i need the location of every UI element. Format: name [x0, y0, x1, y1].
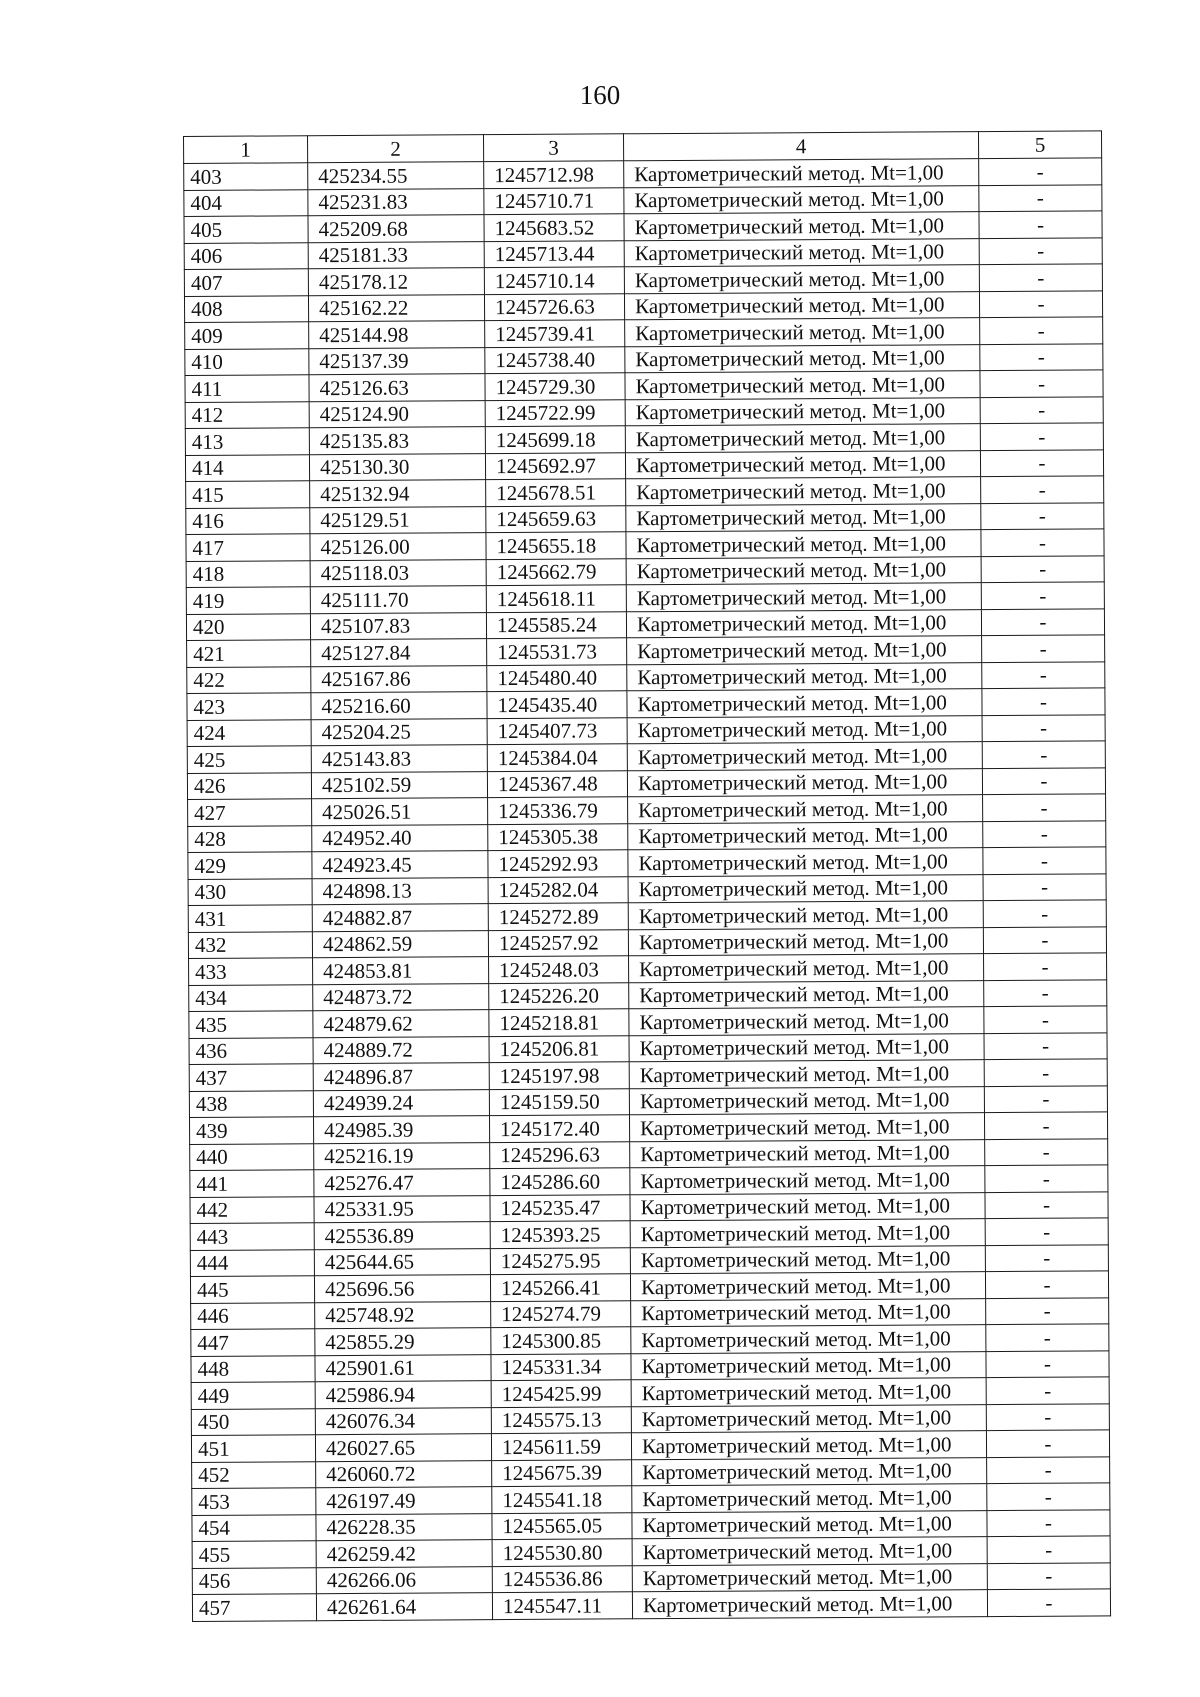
y-coordinate-cell: 1245699.18	[485, 426, 625, 453]
method-cell: Картометрический метод. Mt=1,00	[628, 927, 983, 956]
y-coordinate-cell: 1245655.18	[486, 532, 626, 559]
y-coordinate-cell: 1245266.41	[490, 1274, 630, 1301]
point-number-cell: 408	[184, 295, 308, 322]
point-number-cell: 445	[190, 1276, 314, 1303]
note-cell: -	[983, 847, 1106, 874]
note-cell: -	[979, 290, 1102, 317]
point-number-cell: 441	[190, 1170, 314, 1197]
point-number-cell: 428	[188, 825, 312, 852]
y-coordinate-cell: 1245425.99	[491, 1380, 631, 1407]
x-coordinate-cell: 425124.90	[309, 400, 485, 428]
point-number-cell: 424	[187, 719, 311, 746]
method-cell: Картометрический метод. Mt=1,00	[630, 1166, 985, 1195]
note-cell: -	[981, 608, 1104, 635]
x-coordinate-cell: 426076.34	[315, 1407, 491, 1435]
y-coordinate-cell: 1245274.79	[491, 1300, 631, 1327]
note-cell: -	[986, 1324, 1109, 1351]
x-coordinate-cell: 426228.35	[316, 1513, 492, 1541]
point-number-cell: 419	[186, 587, 310, 614]
note-cell: -	[982, 767, 1105, 794]
method-cell: Картометрический метод. Mt=1,00	[632, 1510, 987, 1539]
point-number-cell: 432	[188, 931, 312, 958]
y-coordinate-cell: 1245585.24	[486, 611, 626, 638]
point-number-cell: 449	[191, 1382, 315, 1409]
point-number-cell: 407	[184, 269, 308, 296]
x-coordinate-cell: 425696.56	[314, 1275, 490, 1303]
point-number-cell: 457	[192, 1594, 316, 1621]
y-coordinate-cell: 1245235.47	[490, 1194, 630, 1221]
method-cell: Картометрический метод. Mt=1,00	[624, 212, 979, 241]
x-coordinate-cell: 424882.87	[312, 904, 488, 932]
point-number-cell: 404	[184, 189, 308, 216]
note-cell: -	[980, 343, 1103, 370]
point-number-cell: 448	[191, 1355, 315, 1382]
point-number-cell: 450	[191, 1408, 315, 1435]
method-cell: Картометрический метод. Mt=1,00	[627, 768, 982, 797]
method-cell: Картометрический метод. Mt=1,00	[631, 1298, 986, 1327]
column-header: 2	[308, 135, 484, 163]
x-coordinate-cell: 425111.70	[310, 586, 486, 614]
method-cell: Картометрический метод. Mt=1,00	[628, 901, 983, 930]
y-coordinate-cell: 1245435.40	[487, 691, 627, 718]
y-coordinate-cell: 1245206.81	[489, 1035, 629, 1062]
point-number-cell: 429	[188, 852, 312, 879]
x-coordinate-cell: 425137.39	[309, 347, 485, 375]
x-coordinate-cell: 425107.83	[310, 612, 486, 640]
point-number-cell: 452	[192, 1461, 316, 1488]
method-cell: Картометрический метод. Mt=1,00	[631, 1404, 986, 1433]
method-cell: Картометрический метод. Mt=1,00	[625, 344, 980, 373]
x-coordinate-cell: 424853.81	[313, 957, 489, 985]
x-coordinate-cell: 425234.55	[308, 162, 484, 190]
note-cell: -	[985, 1138, 1108, 1165]
note-cell: -	[982, 635, 1105, 662]
x-coordinate-cell: 425102.59	[311, 771, 487, 799]
y-coordinate-cell: 1245618.11	[486, 585, 626, 612]
point-number-cell: 405	[184, 216, 308, 243]
point-number-cell: 422	[187, 666, 311, 693]
y-coordinate-cell: 1245541.18	[492, 1486, 632, 1513]
method-cell: Картометрический метод. Mt=1,00	[624, 159, 979, 188]
method-cell: Картометрический метод. Mt=1,00	[630, 1192, 985, 1221]
x-coordinate-cell: 425181.33	[308, 241, 484, 269]
y-coordinate-cell: 1245248.03	[489, 956, 629, 983]
method-cell: Картометрический метод. Mt=1,00	[632, 1457, 987, 1486]
point-number-cell: 420	[186, 613, 310, 640]
column-header: 5	[978, 131, 1101, 159]
y-coordinate-cell: 1245611.59	[491, 1433, 631, 1460]
point-number-cell: 418	[186, 560, 310, 587]
method-cell: Картометрический метод. Mt=1,00	[625, 450, 980, 479]
point-number-cell: 410	[185, 348, 309, 375]
y-coordinate-cell: 1245712.98	[484, 161, 624, 188]
method-cell: Картометрический метод. Mt=1,00	[629, 1060, 984, 1089]
note-cell: -	[987, 1483, 1110, 1510]
method-cell: Картометрический метод. Mt=1,00	[631, 1378, 986, 1407]
point-number-cell: 442	[190, 1196, 314, 1223]
y-coordinate-cell: 1245659.63	[486, 505, 626, 532]
method-cell: Картометрический метод. Mt=1,00	[630, 1219, 985, 1248]
y-coordinate-cell: 1245384.04	[487, 744, 627, 771]
point-number-cell: 414	[185, 454, 309, 481]
y-coordinate-cell: 1245710.71	[484, 187, 624, 214]
method-cell: Картометрический метод. Mt=1,00	[629, 1113, 984, 1142]
point-number-cell: 423	[187, 693, 311, 720]
point-number-cell: 416	[186, 507, 310, 534]
note-cell: -	[980, 449, 1103, 476]
note-cell: -	[986, 1430, 1109, 1457]
method-cell: Картометрический метод. Mt=1,00	[625, 397, 980, 426]
y-coordinate-cell: 1245272.89	[488, 903, 628, 930]
x-coordinate-cell: 424862.59	[312, 930, 488, 958]
x-coordinate-cell: 425331.95	[314, 1195, 490, 1223]
y-coordinate-cell: 1245282.04	[488, 876, 628, 903]
x-coordinate-cell: 426027.65	[315, 1434, 491, 1462]
note-cell: -	[983, 873, 1106, 900]
y-coordinate-cell: 1245172.40	[489, 1115, 629, 1142]
y-coordinate-cell: 1245367.48	[487, 770, 627, 797]
method-cell: Картометрический метод. Mt=1,00	[632, 1537, 987, 1566]
point-number-cell: 415	[186, 481, 310, 508]
note-cell: -	[987, 1456, 1110, 1483]
x-coordinate-cell: 424898.13	[312, 877, 488, 905]
table-body	[184, 158, 1111, 1621]
x-coordinate-cell: 426060.72	[316, 1460, 492, 1488]
x-coordinate-cell: 424952.40	[312, 824, 488, 852]
x-coordinate-cell: 425216.19	[314, 1142, 490, 1170]
y-coordinate-cell: 1245565.05	[492, 1512, 632, 1539]
note-cell: -	[985, 1165, 1108, 1192]
note-cell: -	[981, 476, 1104, 503]
point-number-cell: 440	[190, 1143, 314, 1170]
x-coordinate-cell: 424985.39	[313, 1116, 489, 1144]
note-cell: -	[979, 237, 1102, 264]
method-cell: Картометрический метод. Mt=1,00	[626, 556, 981, 585]
x-coordinate-cell: 425748.92	[315, 1301, 491, 1329]
y-coordinate-cell: 1245678.51	[486, 479, 626, 506]
x-coordinate-cell: 425143.83	[311, 745, 487, 773]
point-number-cell: 446	[191, 1302, 315, 1329]
method-cell: Картометрический метод. Mt=1,00	[625, 371, 980, 400]
note-cell: -	[979, 158, 1102, 185]
x-coordinate-cell: 425209.68	[308, 215, 484, 243]
y-coordinate-cell: 1245336.79	[488, 797, 628, 824]
method-cell: Картометрический метод. Mt=1,00	[630, 1272, 985, 1301]
x-coordinate-cell: 425276.47	[314, 1169, 490, 1197]
point-number-cell: 455	[192, 1541, 316, 1568]
note-cell: -	[984, 1085, 1107, 1112]
note-cell: -	[984, 979, 1107, 1006]
note-cell: -	[980, 317, 1103, 344]
x-coordinate-cell: 425216.60	[311, 692, 487, 720]
note-cell: -	[981, 582, 1104, 609]
x-coordinate-cell: 425126.00	[310, 533, 486, 561]
note-cell: -	[987, 1562, 1110, 1589]
method-cell: Картометрический метод. Mt=1,00	[629, 1033, 984, 1062]
method-cell: Картометрический метод. Mt=1,00	[626, 477, 981, 506]
method-cell: Картометрический метод. Mt=1,00	[626, 609, 981, 638]
x-coordinate-cell: 425144.98	[309, 321, 485, 349]
note-cell: -	[985, 1218, 1108, 1245]
note-cell: -	[984, 1006, 1107, 1033]
column-header: 3	[483, 134, 623, 162]
y-coordinate-cell: 1245218.81	[489, 1009, 629, 1036]
point-number-cell: 438	[189, 1090, 313, 1117]
x-coordinate-cell: 426266.06	[316, 1566, 492, 1594]
x-coordinate-cell: 425901.61	[315, 1354, 491, 1382]
note-cell: -	[982, 688, 1105, 715]
note-cell: -	[982, 714, 1105, 741]
note-cell: -	[986, 1377, 1109, 1404]
method-cell: Картометрический метод. Mt=1,00	[629, 954, 984, 983]
point-number-cell: 427	[188, 799, 312, 826]
x-coordinate-cell: 424889.72	[313, 1036, 489, 1064]
y-coordinate-cell: 1245662.79	[486, 558, 626, 585]
y-coordinate-cell: 1245531.73	[487, 638, 627, 665]
method-cell: Картометрический метод. Mt=1,00	[627, 742, 982, 771]
y-coordinate-cell: 1245729.30	[485, 373, 625, 400]
note-cell: -	[987, 1589, 1110, 1616]
note-cell: -	[979, 264, 1102, 291]
method-cell: Картометрический метод. Mt=1,00	[632, 1484, 987, 1513]
note-cell: -	[981, 502, 1104, 529]
method-cell: Картометрический метод. Mt=1,00	[630, 1245, 985, 1274]
note-cell: -	[985, 1244, 1108, 1271]
x-coordinate-cell: 425204.25	[311, 718, 487, 746]
method-cell: Картометрический метод. Mt=1,00	[631, 1351, 986, 1380]
x-coordinate-cell: 425986.94	[315, 1381, 491, 1409]
point-number-cell: 406	[184, 242, 308, 269]
x-coordinate-cell: 424939.24	[313, 1089, 489, 1117]
y-coordinate-cell: 1245713.44	[484, 240, 624, 267]
column-header: 1	[184, 136, 308, 164]
method-cell: Картометрический метод. Mt=1,00	[627, 715, 982, 744]
method-cell: Картометрический метод. Mt=1,00	[624, 185, 979, 214]
y-coordinate-cell: 1245536.86	[492, 1565, 632, 1592]
column-header: 4	[623, 132, 978, 161]
note-cell: -	[983, 926, 1106, 953]
note-cell: -	[984, 953, 1107, 980]
point-number-cell: 435	[189, 1011, 313, 1038]
point-number-cell: 444	[190, 1249, 314, 1276]
x-coordinate-cell: 425130.30	[309, 453, 485, 481]
x-coordinate-cell: 425231.83	[308, 188, 484, 216]
y-coordinate-cell: 1245197.98	[489, 1062, 629, 1089]
method-cell: Картометрический метод. Mt=1,00	[628, 874, 983, 903]
note-cell: -	[986, 1350, 1109, 1377]
point-number-cell: 443	[190, 1223, 314, 1250]
method-cell: Картометрический метод. Mt=1,00	[629, 1086, 984, 1115]
method-cell: Картометрический метод. Mt=1,00	[628, 848, 983, 877]
note-cell: -	[983, 794, 1106, 821]
point-number-cell: 434	[189, 984, 313, 1011]
point-number-cell: 412	[185, 401, 309, 428]
note-cell: -	[979, 211, 1102, 238]
note-cell: -	[986, 1297, 1109, 1324]
note-cell: -	[987, 1509, 1110, 1536]
table-row	[192, 1589, 1110, 1621]
coordinates-table-wrapper	[183, 130, 1110, 1621]
method-cell: Картометрический метод. Mt=1,00	[629, 980, 984, 1009]
method-cell: Картометрический метод. Mt=1,00	[625, 318, 980, 347]
point-number-cell: 417	[186, 534, 310, 561]
note-cell: -	[987, 1536, 1110, 1563]
method-cell: Картометрический метод. Mt=1,00	[624, 291, 979, 320]
y-coordinate-cell: 1245226.20	[489, 982, 629, 1009]
coordinates-table	[183, 130, 1111, 1621]
x-coordinate-cell: 425132.94	[310, 480, 486, 508]
point-number-cell: 433	[189, 958, 313, 985]
x-coordinate-cell: 424896.87	[313, 1063, 489, 1091]
y-coordinate-cell: 1245305.38	[488, 823, 628, 850]
y-coordinate-cell: 1245575.13	[491, 1406, 631, 1433]
y-coordinate-cell: 1245286.60	[490, 1168, 630, 1195]
y-coordinate-cell: 1245547.11	[492, 1592, 632, 1619]
method-cell: Картометрический метод. Mt=1,00	[629, 1007, 984, 1036]
method-cell: Картометрический метод. Mt=1,00	[630, 1139, 985, 1168]
point-number-cell: 456	[192, 1567, 316, 1594]
x-coordinate-cell: 425118.03	[310, 559, 486, 587]
y-coordinate-cell: 1245683.52	[484, 214, 624, 241]
note-cell: -	[984, 1032, 1107, 1059]
y-coordinate-cell: 1245292.93	[488, 850, 628, 877]
y-coordinate-cell: 1245296.63	[490, 1141, 630, 1168]
x-coordinate-cell: 425126.63	[309, 374, 485, 402]
y-coordinate-cell: 1245257.92	[488, 929, 628, 956]
method-cell: Картометрический метод. Mt=1,00	[631, 1431, 986, 1460]
y-coordinate-cell: 1245393.25	[490, 1221, 630, 1248]
y-coordinate-cell: 1245739.41	[485, 320, 625, 347]
point-number-cell: 409	[185, 322, 309, 349]
point-number-cell: 426	[187, 772, 311, 799]
x-coordinate-cell: 424873.72	[313, 983, 489, 1011]
note-cell: -	[982, 741, 1105, 768]
y-coordinate-cell: 1245738.40	[485, 346, 625, 373]
note-cell: -	[979, 184, 1102, 211]
method-cell: Картометрический метод. Mt=1,00	[628, 795, 983, 824]
y-coordinate-cell: 1245159.50	[489, 1088, 629, 1115]
point-number-cell: 437	[189, 1064, 313, 1091]
method-cell: Картометрический метод. Mt=1,00	[626, 503, 981, 532]
point-number-cell: 425	[187, 746, 311, 773]
x-coordinate-cell: 425135.83	[309, 427, 485, 455]
y-coordinate-cell: 1245331.34	[491, 1353, 631, 1380]
note-cell: -	[982, 661, 1105, 688]
note-cell: -	[983, 900, 1106, 927]
y-coordinate-cell: 1245726.63	[484, 293, 624, 320]
method-cell: Картометрический метод. Mt=1,00	[631, 1325, 986, 1354]
method-cell: Картометрический метод. Mt=1,00	[624, 265, 979, 294]
page-number: 160	[579, 80, 621, 110]
note-cell: -	[981, 555, 1104, 582]
y-coordinate-cell: 1245480.40	[487, 664, 627, 691]
note-cell: -	[980, 423, 1103, 450]
x-coordinate-cell: 425026.51	[312, 798, 488, 826]
y-coordinate-cell: 1245300.85	[491, 1327, 631, 1354]
note-cell: -	[981, 529, 1104, 556]
x-coordinate-cell: 424879.62	[313, 1010, 489, 1038]
point-number-cell: 451	[191, 1435, 315, 1462]
x-coordinate-cell: 425162.22	[308, 294, 484, 322]
y-coordinate-cell: 1245530.80	[492, 1539, 632, 1566]
x-coordinate-cell: 426259.42	[316, 1540, 492, 1568]
note-cell: -	[986, 1403, 1109, 1430]
method-cell: Картометрический метод. Mt=1,00	[626, 530, 981, 559]
y-coordinate-cell: 1245275.95	[490, 1247, 630, 1274]
x-coordinate-cell: 426261.64	[316, 1593, 492, 1621]
method-cell: Картометрический метод. Mt=1,00	[627, 636, 982, 665]
x-coordinate-cell: 426197.49	[316, 1487, 492, 1515]
point-number-cell: 453	[192, 1488, 316, 1515]
y-coordinate-cell: 1245407.73	[487, 717, 627, 744]
point-number-cell: 411	[185, 375, 309, 402]
method-cell: Картометрический метод. Mt=1,00	[627, 689, 982, 718]
point-number-cell: 436	[189, 1037, 313, 1064]
note-cell: -	[985, 1271, 1108, 1298]
y-coordinate-cell: 1245710.14	[484, 267, 624, 294]
note-cell: -	[984, 1112, 1107, 1139]
note-cell: -	[983, 820, 1106, 847]
point-number-cell: 431	[188, 905, 312, 932]
method-cell: Картометрический метод. Mt=1,00	[627, 662, 982, 691]
point-number-cell: 447	[191, 1329, 315, 1356]
point-number-cell: 439	[189, 1117, 313, 1144]
method-cell: Картометрический метод. Mt=1,00	[624, 238, 979, 267]
x-coordinate-cell: 425129.51	[310, 506, 486, 534]
method-cell: Картометрический метод. Mt=1,00	[626, 583, 981, 612]
method-cell: Картометрический метод. Mt=1,00	[632, 1590, 987, 1619]
point-number-cell: 413	[185, 428, 309, 455]
x-coordinate-cell: 425536.89	[314, 1222, 490, 1250]
note-cell: -	[985, 1191, 1108, 1218]
method-cell: Картометрический метод. Mt=1,00	[625, 424, 980, 453]
x-coordinate-cell: 424923.45	[312, 851, 488, 879]
method-cell: Картометрический метод. Mt=1,00	[628, 821, 983, 850]
x-coordinate-cell: 425127.84	[311, 639, 487, 667]
note-cell: -	[984, 1059, 1107, 1086]
x-coordinate-cell: 425644.65	[314, 1248, 490, 1276]
y-coordinate-cell: 1245692.97	[485, 452, 625, 479]
x-coordinate-cell: 425855.29	[315, 1328, 491, 1356]
note-cell: -	[980, 396, 1103, 423]
point-number-cell: 454	[192, 1514, 316, 1541]
point-number-cell: 430	[188, 878, 312, 905]
note-cell: -	[980, 370, 1103, 397]
method-cell: Картометрический метод. Mt=1,00	[632, 1563, 987, 1592]
point-number-cell: 421	[187, 640, 311, 667]
y-coordinate-cell: 1245722.99	[485, 399, 625, 426]
x-coordinate-cell: 425167.86	[311, 665, 487, 693]
x-coordinate-cell: 425178.12	[308, 268, 484, 296]
y-coordinate-cell: 1245675.39	[492, 1459, 632, 1486]
point-number-cell: 403	[184, 163, 308, 190]
